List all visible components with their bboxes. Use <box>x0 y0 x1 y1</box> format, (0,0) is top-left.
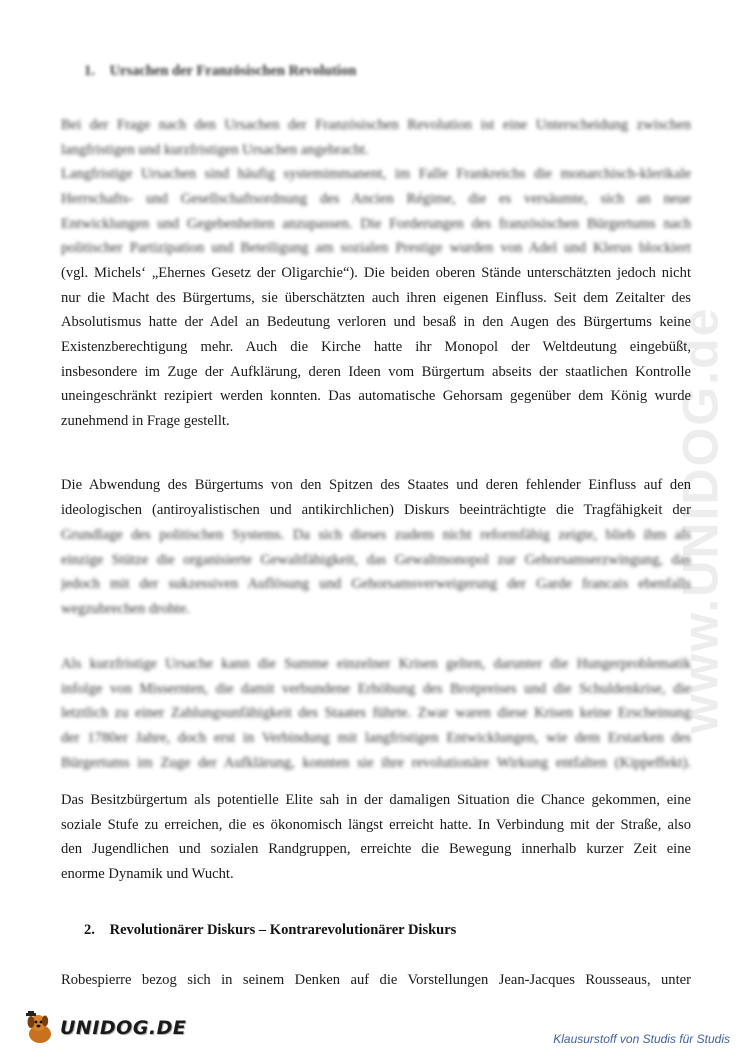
footer-tagline: Klausurstoff von Studis für Studis <box>553 1032 730 1046</box>
text-line: zunehmend in Frage gestellt. <box>61 413 230 430</box>
text-line: nur die Macht des Bürgertums, sie überschätzten auch ihren eigenen Einfluss. Seit dem Zeitalter des <box>61 289 691 306</box>
text-line: Herrschafts- und Gesellschaftsordnung des Ancien Régime, die es versäumte, sich an neue <box>61 191 691 208</box>
text-line: Langfristige Ursachen sind häufig systemimmanent, im Falle Frankreichs die monarchisch-klerikale <box>61 166 691 183</box>
section-heading-2 <box>84 921 456 939</box>
text-line: den Jugendlichen und sozialen Randgruppen, erreichte die Bewegung innerhalb kurzer Zeit eine <box>61 841 691 858</box>
text-line: Absolutismus hatte der Adel an Bedeutung verloren und besaß in den Augen des Bürgertums keine <box>61 314 691 331</box>
text-line: infolge von Missernten, die damit verbundene Erhöhung des Brotpreises und die Schuldenkrise, die <box>61 680 691 697</box>
text-line: Entwicklungen und Gegebenheiten anzupassen. Die Forderungen des französischen Bürgertums nach <box>61 215 691 232</box>
text-line: langfristigen und kurzfristigen Ursachen angebracht. <box>61 141 369 158</box>
logo-text: UNIDOG.DE <box>60 1017 187 1039</box>
text-line: Bürgertums im Zuge der Aufklärung, konnten sie ihre revolutionäre Wirkung entfalten (Kippeffekt). <box>61 754 691 771</box>
section-title: Revolutionärer Diskurs – Kontrarevolutionärer Diskurs <box>109 922 457 938</box>
text-line: enorme Dynamik und Wucht. <box>61 866 234 883</box>
paragraph-2-blurred <box>61 523 691 622</box>
text-line: der 1780er Jahre, doch erst in Verbindung mit langfristigen Entwicklungen, wie dem Erstarken des <box>61 730 691 747</box>
text-line: (vgl. Michels‘ „Ehernes Gesetz der Oligarchie“). Die beiden oberen Stände unterschätzten jedoch nicht <box>61 265 691 281</box>
text-line: Die Abwendung des Bürgertums von den Spitzen des Staates und deren fehlender Einfluss auf den <box>61 477 691 493</box>
text-line: soziale Stufe zu erreichen, die es ökonomisch längst erreicht hatte. In Verbindung mit der Straße, also <box>61 816 691 833</box>
paragraph-3 <box>61 788 691 887</box>
paragraph-1-blurred <box>61 113 691 261</box>
text-line: politischer Partizipation und Beteiligung am sozialen Prestige wurden von Adel und Klerus blockiert <box>61 240 691 257</box>
unidog-logo[interactable] <box>22 1010 186 1046</box>
paragraph-2 <box>61 473 691 522</box>
text-line: jedoch mit der sukzessiven Auflösung und Gehorsamsverweigerung der Garde francais ebenfalls <box>61 576 691 593</box>
text-line: wegzubrechen drohte. <box>61 601 190 618</box>
text-line: Das Besitzbürgertum als potentielle Elite sah in der damaligen Situation die Chance gekommen, eine <box>61 792 691 808</box>
dog-mascot-icon <box>22 1010 58 1046</box>
text-line: Robespierre bezog sich in seinem Denken auf die Vorstellungen Jean-Jacques Rousseaus, unter <box>61 972 691 988</box>
section-title: Ursachen der Französischen Revolution <box>109 63 357 79</box>
text-line: letztlich zu einer Zahlungsunfähigkeit des Staates führte. Zwar waren diese Krisen keine Erscheinung <box>61 705 691 722</box>
text-line: Bei der Frage nach den Ursachen der Französischen Revolution ist eine Unterscheidung zwischen <box>61 117 691 133</box>
text-line: uneingeschränkt rezipiert werden konnten. Das automatische Gehorsam gegenüber dem König wurde <box>61 388 691 405</box>
section-number: 2. <box>84 922 95 938</box>
text-line: einzige Stütze die organisierte Gewaltfähigkeit, das Gewaltmonopol zur Gehorsamserzwingung, das <box>61 551 691 568</box>
text-line: Grundlage des politischen Systems. Da sich dieses zudem nicht reformfähig zeigte, blieb ihm als <box>61 527 691 543</box>
paragraph-4 <box>61 968 691 993</box>
text-line: ideologischen (antiroyalistischen und antikirchlichen) Diskurs beeinträchtigte die Tragfähigkeit der <box>61 501 691 518</box>
text-line: Als kurzfristige Ursache kann die Summe einzelner Krisen gelten, darunter die Hungerproblematik <box>61 656 691 672</box>
paragraph-3-blurred <box>61 652 691 775</box>
watermark-text: www.UNIDOG.de <box>672 306 729 734</box>
section-number: 1. <box>84 63 95 79</box>
section-heading-1 <box>84 62 356 80</box>
text-line: Existenzberechtigung mehr. Auch die Kirche hatte ihr Monopol der Weltdeutung eingebüßt, <box>61 339 691 356</box>
paragraph-1 <box>61 261 691 434</box>
text-line: insbesondere im Zuge der Aufklärung, deren Ideen vom Bürgertum abseits der staatlichen Kontrolle <box>61 363 691 380</box>
